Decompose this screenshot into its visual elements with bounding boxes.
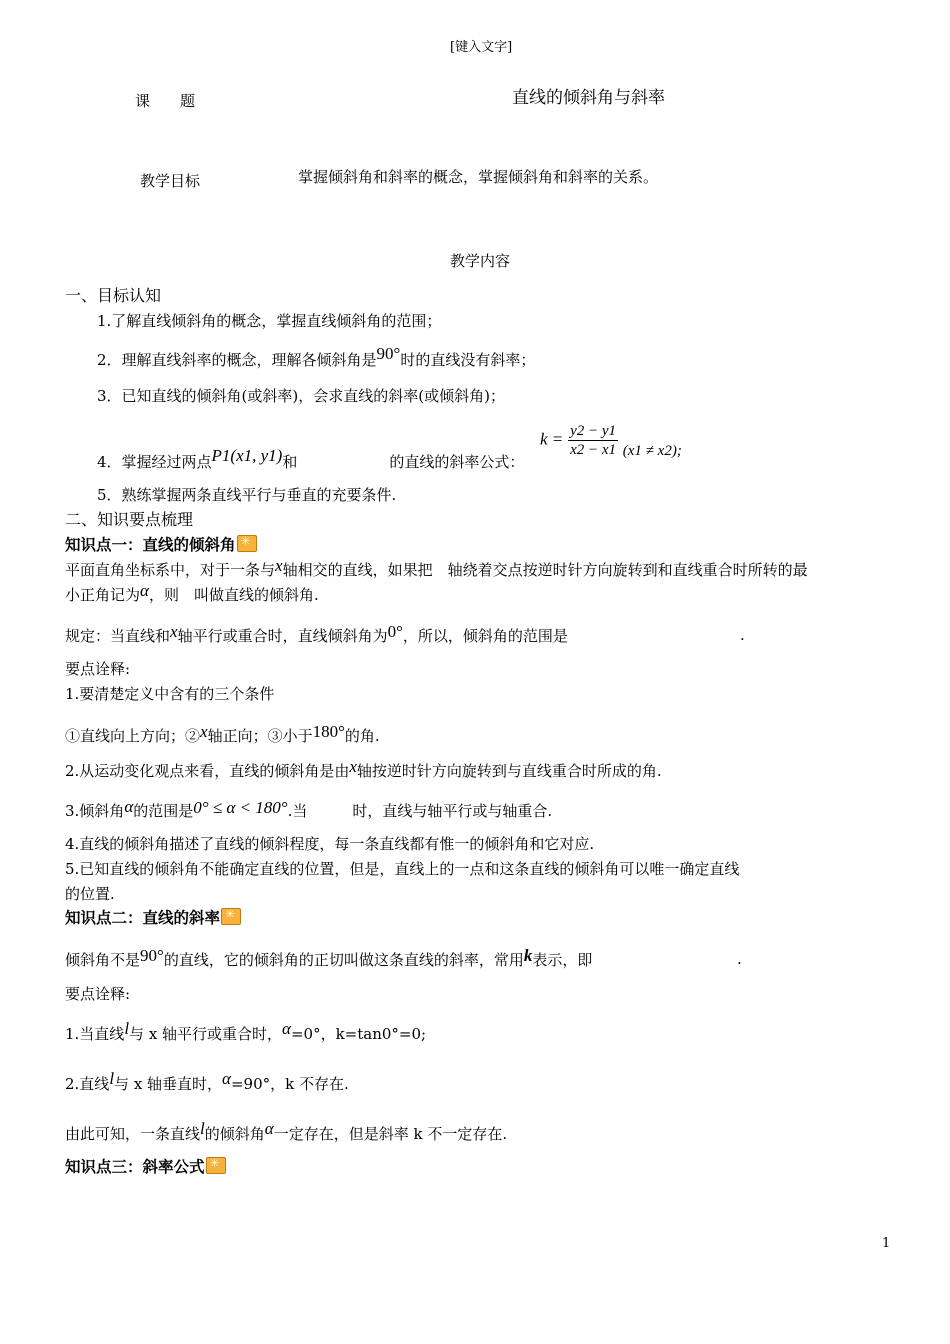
kp2-def xyxy=(65,946,593,970)
kp1-def-a: 平面直角坐标系中，对于一条与 xyxy=(65,561,276,579)
var-x: x xyxy=(200,722,208,741)
kp1-def-b: 轴相交的直线，如果把 轴绕着交点按逆时针方向旋转到和直线重合时所转的最 xyxy=(282,561,808,579)
var-l: l xyxy=(109,1069,115,1088)
point-p1: P1(x1, y1) xyxy=(211,446,283,465)
goal-item-2 xyxy=(97,344,536,370)
kp2-note-2-c: =90°，k 不存在. xyxy=(230,1075,349,1093)
folder-star-icon xyxy=(221,908,241,925)
kp2-note-3 xyxy=(65,1119,508,1144)
page-header: [键入文字] xyxy=(450,40,513,55)
kp1-def-line1 xyxy=(65,556,808,580)
kp1-note-1: 1.要清楚定义中含有的三个条件 xyxy=(65,685,275,703)
deg-180: 180° xyxy=(312,722,345,741)
kp1-def-d: ，则 叫做直线的倾斜角. xyxy=(148,586,319,604)
kp2-note-3-a: 由此可知，一条直线 xyxy=(65,1125,201,1143)
kp1-def-line2 xyxy=(65,581,319,605)
goal-item-4 xyxy=(97,446,525,472)
goal-item-5: 5．熟练掌握两条直线平行与垂直的充要条件. xyxy=(97,486,397,504)
kp2-def-end: . xyxy=(737,950,742,968)
kp2-note-1-a: 1.当直线 xyxy=(65,1025,125,1043)
angle-range: 0° ≤ α < 180° xyxy=(193,798,288,817)
kp1-title-text: 知识点一：直线的倾斜角 xyxy=(65,536,236,554)
content-label: 教学内容 xyxy=(450,252,511,270)
kp1-rule-b: 轴平行或重合时，直线倾斜角为 xyxy=(177,627,388,645)
kp3-title-text: 知识点三：斜率公式 xyxy=(65,1158,205,1176)
kp1-rule-c: ，所以，倾斜角的范围是 xyxy=(402,627,568,645)
folder-star-icon xyxy=(206,1157,226,1174)
var-x: x xyxy=(349,757,357,776)
kp1-title xyxy=(65,535,257,555)
kp2-def-a: 倾斜角不是 xyxy=(65,951,141,969)
kp1-note-3-a: 3.倾斜角 xyxy=(65,802,125,820)
kp2-note-1 xyxy=(65,1019,427,1044)
kp1-note-3-c: .当 时，直线与轴平行或与轴重合. xyxy=(287,802,553,820)
slope-condition: (x1 ≠ x2); xyxy=(622,442,682,459)
section2-heading: 二、知识要点梳理 xyxy=(65,510,194,529)
kp2-note-3-c: 一定存在，但是斜率 k 不一定存在. xyxy=(273,1125,508,1143)
slope-formula xyxy=(540,422,682,459)
kp2-note-2-b: 与 x 轴垂直时， xyxy=(114,1075,223,1093)
section1-heading: 一、目标认知 xyxy=(65,286,162,305)
var-x: x xyxy=(275,556,283,575)
var-alpha: α xyxy=(124,797,134,816)
kp1-rule-end: . xyxy=(740,626,745,644)
var-alpha: α xyxy=(282,1019,291,1038)
kp2-note-1-c: =0°，k=tan0°=0; xyxy=(290,1025,427,1043)
var-alpha: α xyxy=(264,1119,274,1138)
kp1-note-3 xyxy=(65,797,553,821)
slope-denominator: x2 − x1 xyxy=(570,442,616,458)
goal-label: 教学目标 xyxy=(140,172,201,190)
kp1-note-1b-c: 的角. xyxy=(344,727,380,745)
var-x: x xyxy=(170,622,178,641)
kp2-note-1-b: 与 x 轴平行或重合时， xyxy=(129,1025,283,1043)
kp2-def-c: 表示，即 xyxy=(532,951,593,969)
kp1-rule xyxy=(65,622,568,646)
kp1-rule-a: 规定：当直线和 xyxy=(65,627,171,645)
deg-90: 90° xyxy=(376,344,401,363)
var-k: k xyxy=(523,946,533,965)
var-alpha: α xyxy=(140,581,149,600)
kp1-note-1b xyxy=(65,722,380,746)
kp2-note-3-b: 的倾斜角 xyxy=(204,1125,265,1143)
kp2-notes-label: 要点诠释: xyxy=(65,985,131,1003)
topic-title: 直线的倾斜角与斜率 xyxy=(512,88,665,108)
kp1-note-1b-b: 轴正向；③小于 xyxy=(207,727,313,745)
kp1-note-5b: 的位置. xyxy=(65,885,115,903)
var-l: l xyxy=(124,1019,130,1038)
slope-numerator: y2 − y1 xyxy=(570,423,616,439)
kp2-note-2 xyxy=(65,1069,349,1094)
slope-k: k = xyxy=(540,429,564,449)
var-l: l xyxy=(200,1119,205,1138)
kp1-note-5a: 5.已知直线的倾斜角不能确定直线的位置，但是，直线上的一点和这条直线的倾斜角可以唯一确定直线 xyxy=(65,860,740,878)
kp1-note-1b-a: ①直线向上方向；② xyxy=(65,727,201,745)
goal-item-2-text-b: 时的直线没有斜率； xyxy=(400,351,536,369)
kp1-def-c: 小正角记为 xyxy=(65,586,141,604)
deg-0: 0° xyxy=(387,622,403,641)
kp1-note-3-b: 的范围是 xyxy=(133,802,194,820)
kp2-def-b: 的直线，它的倾斜角的正切叫做这条直线的斜率，常用 xyxy=(163,951,524,969)
goal-item-3: 3．已知直线的倾斜角(或斜率)，会求直线的斜率(或倾斜角)； xyxy=(97,387,505,405)
kp1-note-2 xyxy=(65,757,662,781)
goal-item-4-text-b: 的直线的斜率公式： xyxy=(389,453,525,471)
folder-star-icon xyxy=(237,535,257,552)
goal-item-2-text-a: 2．理解直线斜率的概念，理解各倾斜角是 xyxy=(97,351,377,369)
kp1-note-2-b: 轴按逆时针方向旋转到与直线重合时所成的角. xyxy=(356,762,662,780)
goal-item-4-and: 和 xyxy=(282,453,298,471)
goal-item-4-text-a: 4．掌握经过两点 xyxy=(97,453,212,471)
kp3-title xyxy=(65,1157,226,1177)
goal-text: 掌握倾斜角和斜率的概念，掌握倾斜角和斜率的关系。 xyxy=(298,168,659,186)
slope-fraction xyxy=(568,422,618,459)
kp2-note-2-a: 2.直线 xyxy=(65,1075,110,1093)
topic-label: 课 题 xyxy=(135,92,196,110)
goal-item-1: 1.了解直线倾斜角的概念，掌握直线倾斜角的范围； xyxy=(97,312,442,330)
var-alpha: α xyxy=(222,1069,231,1088)
kp2-title xyxy=(65,908,241,928)
page-number: 1 xyxy=(882,1236,891,1251)
kp1-notes-label: 要点诠释: xyxy=(65,660,131,678)
kp1-note-2-a: 2.从运动变化观点来看，直线的倾斜角是由 xyxy=(65,762,350,780)
kp2-title-text: 知识点二：直线的斜率 xyxy=(65,909,221,927)
kp1-note-4: 4.直线的倾斜角描述了直线的倾斜程度，每一条直线都有惟一的倾斜角和它对应. xyxy=(65,835,595,853)
deg-90: 90° xyxy=(140,946,164,965)
